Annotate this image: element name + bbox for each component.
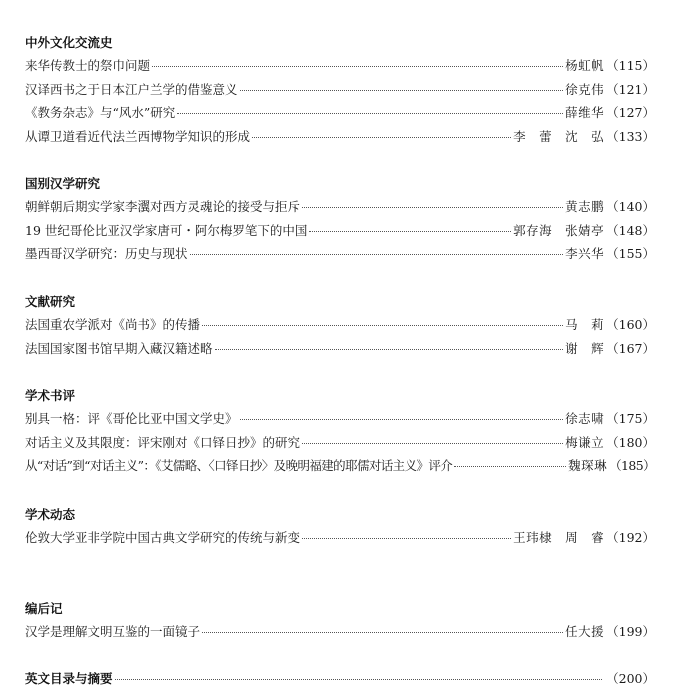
entry-page: （200） <box>606 671 655 686</box>
toc-entry[interactable] <box>25 105 655 121</box>
entry-page: （148） <box>606 222 655 238</box>
entry-page: （167） <box>606 340 655 356</box>
toc-entry[interactable] <box>25 223 655 239</box>
entry-author: 李 蕾 沈 弘 <box>513 128 605 144</box>
entry-author: 薛维华 <box>565 105 605 120</box>
toc-entry[interactable] <box>25 624 655 640</box>
dot-leader <box>202 325 563 326</box>
dot-leader <box>309 231 511 232</box>
toc-entry[interactable] <box>25 58 655 74</box>
entry-title: 法国国家图书馆早期入藏汉籍述略 <box>25 340 213 356</box>
toc-entry[interactable] <box>25 246 655 262</box>
entry-page: （160） <box>606 317 655 332</box>
entry-page: （180） <box>606 434 655 450</box>
entry-title: 19 世纪哥伦比亚汉学家唐可・阿尔梅罗笔下的中国 <box>25 222 308 238</box>
entry-title: 法国重农学派对《尚书》的传播 <box>25 317 201 332</box>
entry-page: （199） <box>606 624 655 639</box>
entry-author: 黄志鹏 <box>565 199 605 214</box>
entry-author: 谢 辉 <box>565 340 605 356</box>
entry-title: 《教务杂志》与“风水”研究 <box>25 105 176 120</box>
toc-section-academic-news <box>25 507 655 554</box>
entry-page: （133） <box>606 128 655 144</box>
toc-section-philology <box>25 294 655 364</box>
entry-author: 马 莉 <box>565 317 605 332</box>
entry-page: （115） <box>606 58 655 73</box>
toc-entry[interactable] <box>25 671 655 687</box>
dot-leader <box>302 538 511 539</box>
entry-author: 徐克伟 <box>565 81 605 97</box>
dot-leader <box>115 679 603 680</box>
section-heading: 国别汉学研究 <box>25 176 101 191</box>
section-heading: 英文目录与摘要 <box>25 671 113 686</box>
dot-leader <box>190 254 564 255</box>
entry-title: 来华传教士的祭巾问题 <box>25 58 151 73</box>
toc-section-cultural-exchange <box>25 35 655 152</box>
entry-author: 王玮棣 周 睿 <box>513 530 605 545</box>
entry-page: （155） <box>606 246 655 261</box>
entry-page: （175） <box>606 411 655 426</box>
toc-entry[interactable] <box>25 530 655 546</box>
dot-leader <box>240 90 564 91</box>
section-heading: 学术书评 <box>25 388 76 403</box>
section-heading: 文献研究 <box>25 294 76 309</box>
entry-author: 徐志啸 <box>565 411 605 426</box>
toc-entry[interactable] <box>25 317 655 333</box>
entry-page: （127） <box>606 105 655 120</box>
entry-page: （185） <box>609 458 655 473</box>
section-heading: 编后记 <box>25 601 63 616</box>
dot-leader <box>215 349 564 350</box>
toc-section-sinology-by-country <box>25 176 655 270</box>
dot-leader <box>240 419 564 420</box>
toc-entry[interactable] <box>25 435 655 451</box>
entry-author: 魏琛琳 <box>568 458 608 473</box>
section-heading: 中外文化交流史 <box>25 35 113 50</box>
section-heading: 学术动态 <box>25 507 76 522</box>
dot-leader <box>302 207 563 208</box>
toc-entry[interactable] <box>25 199 655 215</box>
entry-title: 汉译西书之于日本江户兰学的借鉴意义 <box>25 81 238 97</box>
toc-entry[interactable] <box>25 129 655 145</box>
dot-leader <box>152 66 563 67</box>
entry-author: 郭存海 张婧亭 <box>513 222 605 238</box>
entry-title: 汉学是理解文明互鉴的一面镜子 <box>25 624 201 639</box>
entry-title: 别具一格：评《哥伦比亚中国文学史》 <box>25 411 238 426</box>
entry-title: 墨西哥汉学研究：历史与现状 <box>25 246 188 261</box>
entry-page: （192） <box>606 530 655 545</box>
entry-page: （121） <box>606 81 655 97</box>
entry-title: 伦敦大学亚非学院中国古典文学研究的传统与新变 <box>25 530 301 545</box>
entry-page: （140） <box>606 199 655 214</box>
dot-leader <box>454 466 566 467</box>
dot-leader <box>302 443 563 444</box>
toc-entry[interactable] <box>25 458 655 474</box>
entry-author: 杨虹帆 <box>565 58 605 73</box>
dot-leader <box>202 632 563 633</box>
entry-title: 从“对话”到“对话主义”：《艾儒略、〈口铎日抄〉及晚明福建的耶儒对话主义》评介 <box>25 458 453 473</box>
toc-entry[interactable] <box>25 341 655 357</box>
entry-author: 任大援 <box>565 624 605 639</box>
entry-author: 梅谦立 <box>565 434 605 450</box>
entry-author: 李兴华 <box>565 246 605 261</box>
entry-title: 从谭卫道看近代法兰西博物学知识的形成 <box>25 128 251 144</box>
toc-section-english-contents <box>25 671 655 695</box>
entry-title: 对话主义及其限度：评宋刚对《口铎日抄》的研究 <box>25 434 301 450</box>
toc-entry[interactable] <box>25 411 655 427</box>
toc-section-afterword <box>25 601 655 648</box>
entry-title: 朝鲜朝后期实学家李瀷对西方灵魂论的接受与拒斥 <box>25 199 301 214</box>
toc-section-book-reviews <box>25 388 655 482</box>
dot-leader <box>177 113 563 114</box>
toc-entry[interactable] <box>25 82 655 98</box>
dot-leader <box>252 137 511 138</box>
